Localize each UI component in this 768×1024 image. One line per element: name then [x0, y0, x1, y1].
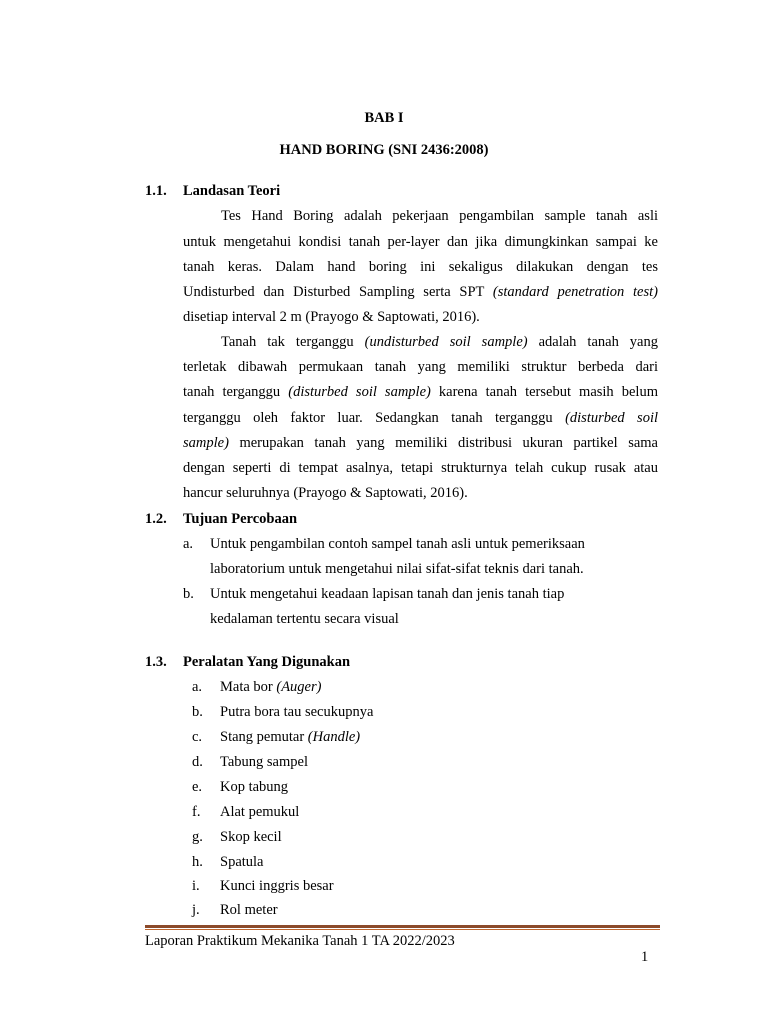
- paragraph-line: tanah terganggu (disturbed soil sample) karena tanah tersebut masih belum: [183, 384, 658, 400]
- paragraph-line: untuk mengetahui kondisi tanah per-layer dan jika dimungkinkan sampai ke: [183, 234, 658, 250]
- chapter-label: BAB I: [364, 110, 404, 126]
- list-item: Untuk pengambilan contoh sampel tanah asli untuk pemeriksaan: [210, 536, 585, 552]
- list-marker: b.: [192, 704, 203, 720]
- section-number: 1.3.: [145, 654, 167, 670]
- chapter-title: HAND BORING (SNI 2436:2008): [279, 142, 489, 158]
- list-marker: b.: [183, 586, 194, 602]
- section-number: 1.1.: [145, 183, 167, 199]
- list-item: Mata bor (Auger): [220, 679, 322, 695]
- list-item: Stang pemutar (Handle): [220, 729, 361, 745]
- list-item: Spatula: [220, 854, 264, 870]
- list-marker: c.: [192, 729, 203, 745]
- paragraph-line: disetiap interval 2 m (Prayogo & Saptowati, 2016).: [183, 309, 480, 325]
- list-marker: e.: [192, 779, 203, 795]
- list-item: laboratorium untuk mengetahui nilai sifat-sifat teknis dari tanah.: [210, 561, 584, 577]
- list-item: Skop kecil: [220, 829, 282, 845]
- list-marker: j.: [192, 902, 200, 918]
- list-marker: g.: [192, 829, 203, 845]
- section-title: Tujuan Percobaan: [183, 511, 298, 527]
- footer-text: Laporan Praktikum Mekanika Tanah 1 TA 2022/2023: [145, 933, 455, 949]
- paragraph-line: Tanah tak terganggu (undisturbed soil sample) adalah tanah yang: [221, 334, 658, 350]
- paragraph-line: Tes Hand Boring adalah pekerjaan pengambilan sample tanah asli: [221, 208, 658, 224]
- list-marker: d.: [192, 754, 203, 770]
- page-number: 1: [641, 949, 649, 965]
- section-title: Peralatan Yang Digunakan: [183, 654, 351, 670]
- list-marker: h.: [192, 854, 203, 870]
- list-item: Kunci inggris besar: [220, 878, 334, 894]
- list-item: Kop tabung: [220, 779, 289, 795]
- list-marker: i.: [192, 878, 200, 894]
- paragraph-line: sample) merupakan tanah yang memiliki distribusi ukuran partikel sama: [183, 435, 658, 451]
- paragraph-line: terletak dibawah permukaan tanah yang memiliki struktur berbeda dari: [183, 359, 658, 375]
- list-item: Rol meter: [220, 902, 278, 918]
- paragraph-line: tanah keras. Dalam hand boring ini sekaligus dilakukan dengan tes: [183, 259, 658, 275]
- list-marker: a.: [183, 536, 194, 552]
- footer-divider: [145, 929, 660, 930]
- list-item: Putra bora tau secukupnya: [220, 704, 374, 720]
- paragraph-line: hancur seluruhnya (Prayogo & Saptowati, 2016).: [183, 485, 468, 501]
- paragraph-line: Undisturbed dan Disturbed Sampling serta SPT (standard penetration test): [183, 284, 658, 300]
- list-marker: a.: [192, 679, 203, 695]
- list-item: Untuk mengetahui keadaan lapisan tanah dan jenis tanah tiap: [210, 586, 565, 602]
- paragraph-line: terganggu oleh faktor luar. Sedangkan tanah terganggu (disturbed soil: [183, 410, 658, 426]
- list-item: Tabung sampel: [220, 754, 308, 770]
- list-item: Alat pemukul: [220, 804, 300, 820]
- list-marker: f.: [192, 804, 201, 820]
- footer-divider: [145, 925, 660, 928]
- paragraph-line: dengan seperti di tempat asalnya, tetapi strukturnya telah cukup rusak atau: [183, 460, 658, 476]
- section-number: 1.2.: [145, 511, 167, 527]
- list-item: kedalaman tertentu secara visual: [210, 611, 399, 627]
- section-title: Landasan Teori: [183, 183, 281, 199]
